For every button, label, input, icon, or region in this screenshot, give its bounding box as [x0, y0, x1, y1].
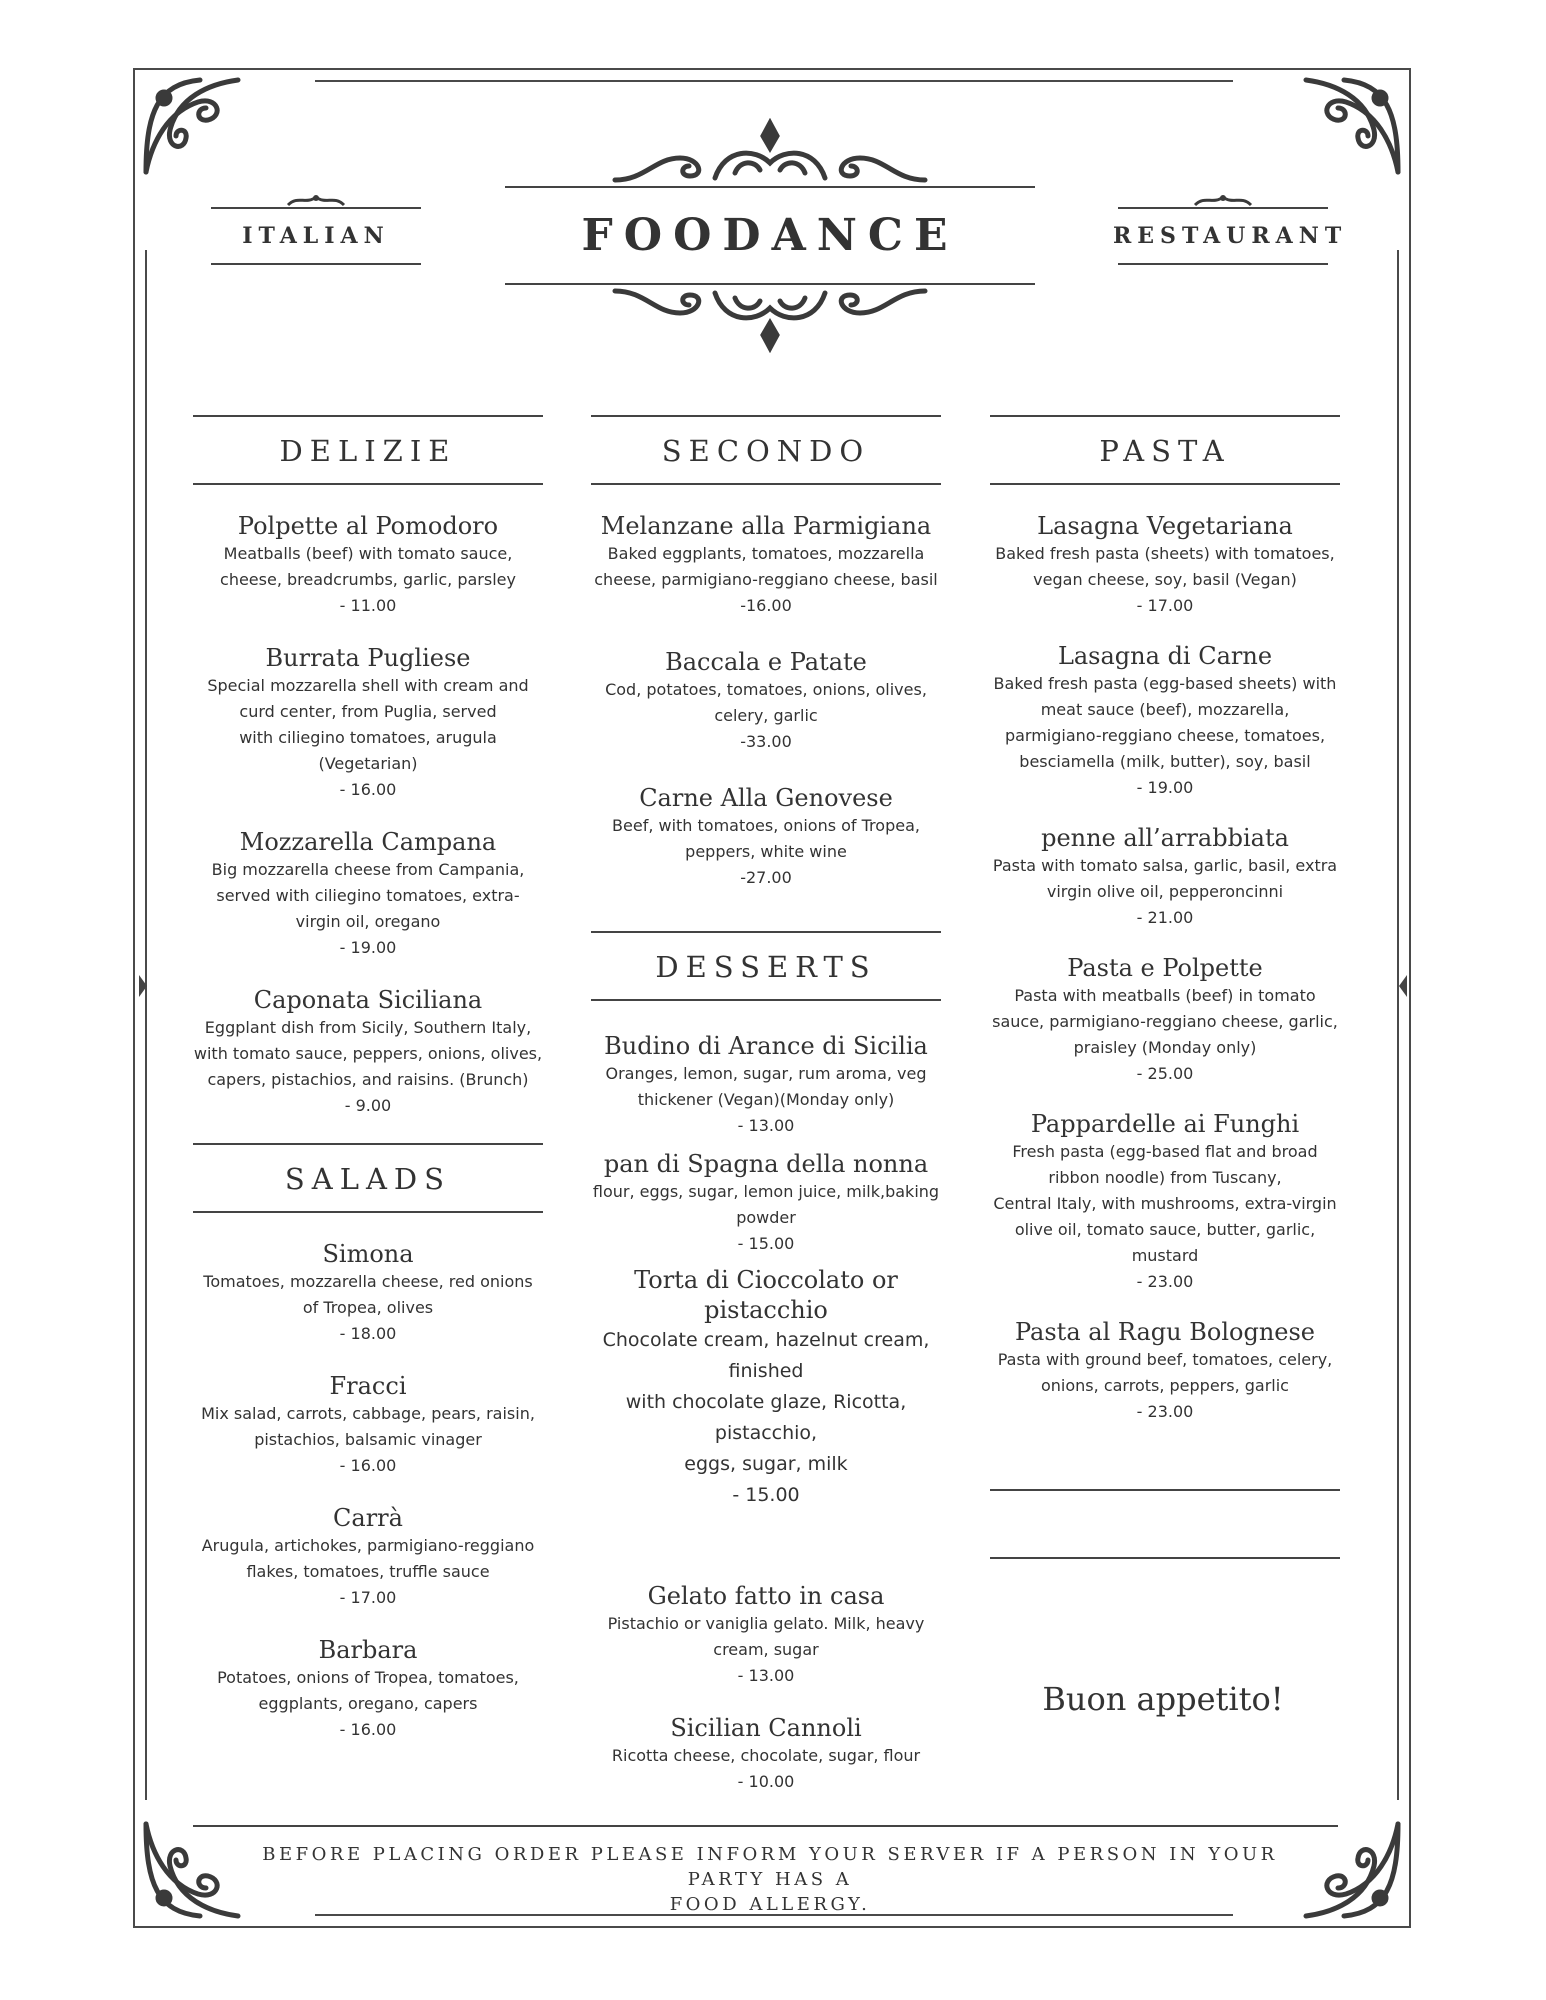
item-price: - 16.00: [339, 1456, 397, 1475]
item-desc: thickener (Vegan)(Monday only): [637, 1090, 895, 1109]
item-price: - 16.00: [339, 780, 397, 799]
item-desc: pistachios, balsamic vinager: [254, 1430, 482, 1449]
item-desc: eggplants, oregano, capers: [258, 1694, 478, 1713]
item-desc: praisley (Monday only): [1073, 1038, 1257, 1057]
menu-item: [591, 783, 941, 891]
item-desc: Cod, potatoes, tomatoes, onions, olives,: [605, 680, 927, 699]
item-desc: Pasta with ground beef, tomatoes, celery,: [997, 1350, 1333, 1369]
allergy-notice-line: BEFORE PLACING ORDER PLEASE INFORM YOUR SERVER IF A PERSON IN YOUR PARTY HAS A: [262, 1844, 1278, 1890]
item-desc: with chocolate glaze, Ricotta, pistacchio,: [625, 1391, 907, 1444]
menu-item: [591, 511, 941, 619]
item-desc: Central Italy, with mushrooms, extra-virgin: [993, 1194, 1337, 1213]
item-desc: olive oil, tomato sauce, butter, garlic,: [1014, 1220, 1316, 1239]
item-name: Melanzane alla Parmigiana: [600, 512, 932, 540]
item-price: -16.00: [740, 596, 792, 615]
item-price: - 17.00: [339, 1588, 397, 1607]
item-name: Mozzarella Campana: [239, 828, 497, 856]
item-price: - 16.00: [339, 1720, 397, 1739]
item-desc: Pistachio or vaniglia gelato. Milk, heavy: [607, 1614, 925, 1633]
item-price: - 19.00: [339, 938, 397, 957]
item-name: Burrata Pugliese: [265, 644, 471, 672]
item-desc: Arugula, artichokes, parmigiano-reggiano: [201, 1536, 535, 1555]
menu-item: [990, 953, 1340, 1087]
column-right: [990, 415, 1340, 1559]
section-header-delizie: [193, 415, 543, 485]
item-price: - 10.00: [737, 1772, 795, 1791]
menu-item: [990, 823, 1340, 931]
section-title: DELIZIE: [279, 434, 457, 468]
item-price: - 13.00: [737, 1666, 795, 1685]
item-desc: of Tropea, olives: [302, 1298, 434, 1317]
menu-item: [990, 641, 1340, 801]
menu-item: [591, 1149, 941, 1257]
item-desc: Oranges, lemon, sugar, rum aroma, veg: [605, 1064, 927, 1083]
item-desc: meat sauce (beef), mozzarella,: [1040, 700, 1290, 719]
item-desc: Baked eggplants, tomatoes, mozzarella: [607, 544, 925, 563]
menu-item: [193, 1503, 543, 1611]
section-header-pasta: [990, 415, 1340, 485]
item-desc: Eggplant dish from Sicily, Southern Italy,: [204, 1018, 532, 1037]
item-desc: cheese, breadcrumbs, garlic, parsley: [220, 570, 516, 589]
item-desc: Big mozzarella cheese from Campania,: [211, 860, 525, 879]
item-desc: Pasta with meatballs (beef) in tomato: [1014, 986, 1316, 1005]
item-price: - 23.00: [1136, 1272, 1194, 1291]
item-name: Simona: [322, 1240, 414, 1268]
item-desc: Baked fresh pasta (egg-based sheets) with: [993, 674, 1337, 693]
menu-item: [990, 1109, 1340, 1295]
item-desc: curd center, from Puglia, served: [239, 702, 497, 721]
item-desc: eggs, sugar, milk: [684, 1453, 848, 1475]
item-price: - 13.00: [737, 1116, 795, 1135]
item-desc: flour, eggs, sugar, lemon juice, milk,baking: [592, 1182, 940, 1201]
section-title: PASTA: [1099, 434, 1231, 468]
frame-inner-line: [1397, 250, 1399, 1800]
menu-item: [193, 511, 543, 619]
menu-item: [591, 647, 941, 755]
item-name: Fracci: [329, 1372, 407, 1400]
item-price: - 23.00: [1136, 1402, 1194, 1421]
item-desc: Chocolate cream, hazelnut cream, finished: [602, 1329, 930, 1382]
column-left: [193, 415, 543, 1743]
section-title: SECONDO: [661, 434, 871, 468]
item-desc: with tomato sauce, peppers, onions, olives,: [193, 1044, 543, 1063]
title-flourish-icon: [605, 285, 935, 353]
item-price: - 18.00: [339, 1324, 397, 1343]
item-name: Caponata Siciliana: [253, 986, 483, 1014]
header-right-tag: [1113, 205, 1348, 265]
corner-flourish-icon: [138, 72, 248, 182]
item-desc: served with ciliegino tomatoes, extra-: [216, 886, 520, 905]
side-diamond-icon: [1397, 975, 1407, 997]
section-title: SALADS: [284, 1162, 452, 1196]
menu-item: [193, 1635, 543, 1743]
section-header-desserts: [591, 931, 941, 1001]
item-name: Baccala e Patate: [665, 648, 867, 676]
item-desc: capers, pistachios, and raisins. (Brunch): [207, 1070, 529, 1089]
header-left-tag: [206, 205, 426, 265]
menu-item: [193, 827, 543, 961]
item-desc: Mix salad, carrots, cabbage, pears, raisin,: [201, 1404, 535, 1423]
item-price: - 25.00: [1136, 1064, 1194, 1083]
small-flourish-icon: [286, 193, 346, 207]
item-desc: virgin olive oil, pepperoncinni: [1046, 882, 1284, 901]
menu-item: [193, 1371, 543, 1479]
section-header-secondo: [591, 415, 941, 485]
small-flourish-icon: [1193, 193, 1253, 207]
item-desc: cheese, parmigiano-reggiano cheese, basil: [594, 570, 938, 589]
item-price: - 15.00: [737, 1234, 795, 1253]
section-title: DESSERTS: [655, 950, 877, 984]
item-name: Pappardelle ai Funghi: [1030, 1110, 1300, 1138]
frame-inner-line: [145, 250, 147, 1800]
menu-item: [990, 1317, 1340, 1425]
item-desc: (Vegetarian): [318, 754, 418, 773]
item-name: Lasagna di Carne: [1057, 642, 1273, 670]
item-desc: flakes, tomatoes, truffle sauce: [246, 1562, 490, 1581]
side-diamond-icon: [139, 975, 149, 997]
allergy-notice: [220, 1842, 1320, 1917]
item-name: Sicilian Cannoli: [670, 1714, 862, 1742]
item-desc: powder: [736, 1208, 796, 1227]
item-desc: besciamella (milk, butter), soy, basil: [1019, 752, 1311, 771]
item-name: Gelato fatto in casa: [647, 1582, 885, 1610]
item-name: penne all’arrabbiata: [1041, 824, 1289, 852]
item-desc: Special mozzarella shell with cream and: [207, 676, 529, 695]
item-desc: Baked fresh pasta (sheets) with tomatoes,: [995, 544, 1335, 563]
item-price: - 9.00: [344, 1096, 392, 1115]
item-name: pistacchio: [704, 1296, 828, 1324]
item-name: Lasagna Vegetariana: [1037, 512, 1293, 540]
title-flourish-icon: [605, 118, 935, 186]
item-desc: Tomatoes, mozzarella cheese, red onions: [203, 1272, 533, 1291]
item-price: - 21.00: [1136, 908, 1194, 927]
menu-item: [193, 643, 543, 803]
item-price: - 19.00: [1136, 778, 1194, 797]
allergy-notice-line: FOOD ALLERGY.: [669, 1894, 871, 1915]
corner-flourish-icon: [1296, 72, 1406, 182]
menu-item: [193, 1239, 543, 1347]
item-desc: peppers, white wine: [685, 842, 847, 861]
item-name: Barbara: [318, 1636, 418, 1664]
title-block: [505, 118, 1035, 353]
item-desc: Ricotta cheese, chocolate, sugar, flour: [611, 1746, 921, 1765]
section-header-blank: [990, 1489, 1340, 1559]
item-price: - 15.00: [732, 1484, 800, 1506]
item-desc: virgin oil, oregano: [295, 912, 441, 931]
menu-item: [591, 1581, 941, 1689]
item-desc: Fresh pasta (egg-based flat and broad: [1012, 1142, 1318, 1161]
item-name: Pasta al Ragu Bolognese: [1014, 1318, 1316, 1346]
item-price: -27.00: [740, 868, 792, 887]
item-desc: mustard: [1131, 1246, 1199, 1265]
menu-item: [990, 511, 1340, 619]
item-name: Torta di Cioccolato or: [634, 1266, 898, 1294]
menu-item: [591, 1031, 941, 1139]
item-desc: celery, garlic: [714, 706, 818, 725]
item-name: Carrà: [333, 1504, 403, 1532]
closing-message: Buon appetito!: [1042, 1680, 1284, 1718]
item-desc: cream, sugar: [713, 1640, 819, 1659]
menu-item: [591, 1265, 941, 1511]
item-desc: Beef, with tomatoes, onions of Tropea,: [612, 816, 920, 835]
item-desc: Potatoes, onions of Tropea, tomatoes,: [217, 1668, 519, 1687]
menu-item: [193, 985, 543, 1119]
item-desc: Meatballs (beef) with tomato sauce,: [223, 544, 513, 563]
header-right-label: RESTAURANT: [1113, 223, 1348, 249]
column-middle: [591, 415, 941, 1795]
item-price: - 17.00: [1136, 596, 1194, 615]
item-name: Polpette al Pomodoro: [237, 512, 499, 540]
footer-rule: [193, 1825, 1338, 1827]
item-desc: ribbon noodle) from Tuscany,: [1048, 1168, 1282, 1187]
section-header-salads: [193, 1143, 543, 1213]
item-desc: Pasta with tomato salsa, garlic, basil, extra: [992, 856, 1338, 875]
item-name: pan di Spagna della nonna: [603, 1150, 929, 1178]
item-desc: vegan cheese, soy, basil (Vegan): [1033, 570, 1297, 589]
item-desc: parmigiano-reggiano cheese, tomatoes,: [1004, 726, 1326, 745]
item-desc: sauce, parmigiano-reggiano cheese, garlic,: [992, 1012, 1338, 1031]
item-price: -33.00: [740, 732, 792, 751]
header-left-label: ITALIAN: [242, 223, 390, 249]
item-name: Carne Alla Genovese: [639, 784, 893, 812]
page-title: FOODANCE: [581, 210, 959, 261]
menu-item: [591, 1713, 941, 1795]
item-name: Budino di Arance di Sicilia: [604, 1032, 928, 1060]
item-desc: with ciliegino tomatoes, arugula: [239, 728, 497, 747]
item-price: - 11.00: [339, 596, 397, 615]
item-name: Pasta e Polpette: [1067, 954, 1263, 982]
frame-inner-line: [315, 80, 1233, 82]
item-desc: onions, carrots, peppers, garlic: [1041, 1376, 1289, 1395]
